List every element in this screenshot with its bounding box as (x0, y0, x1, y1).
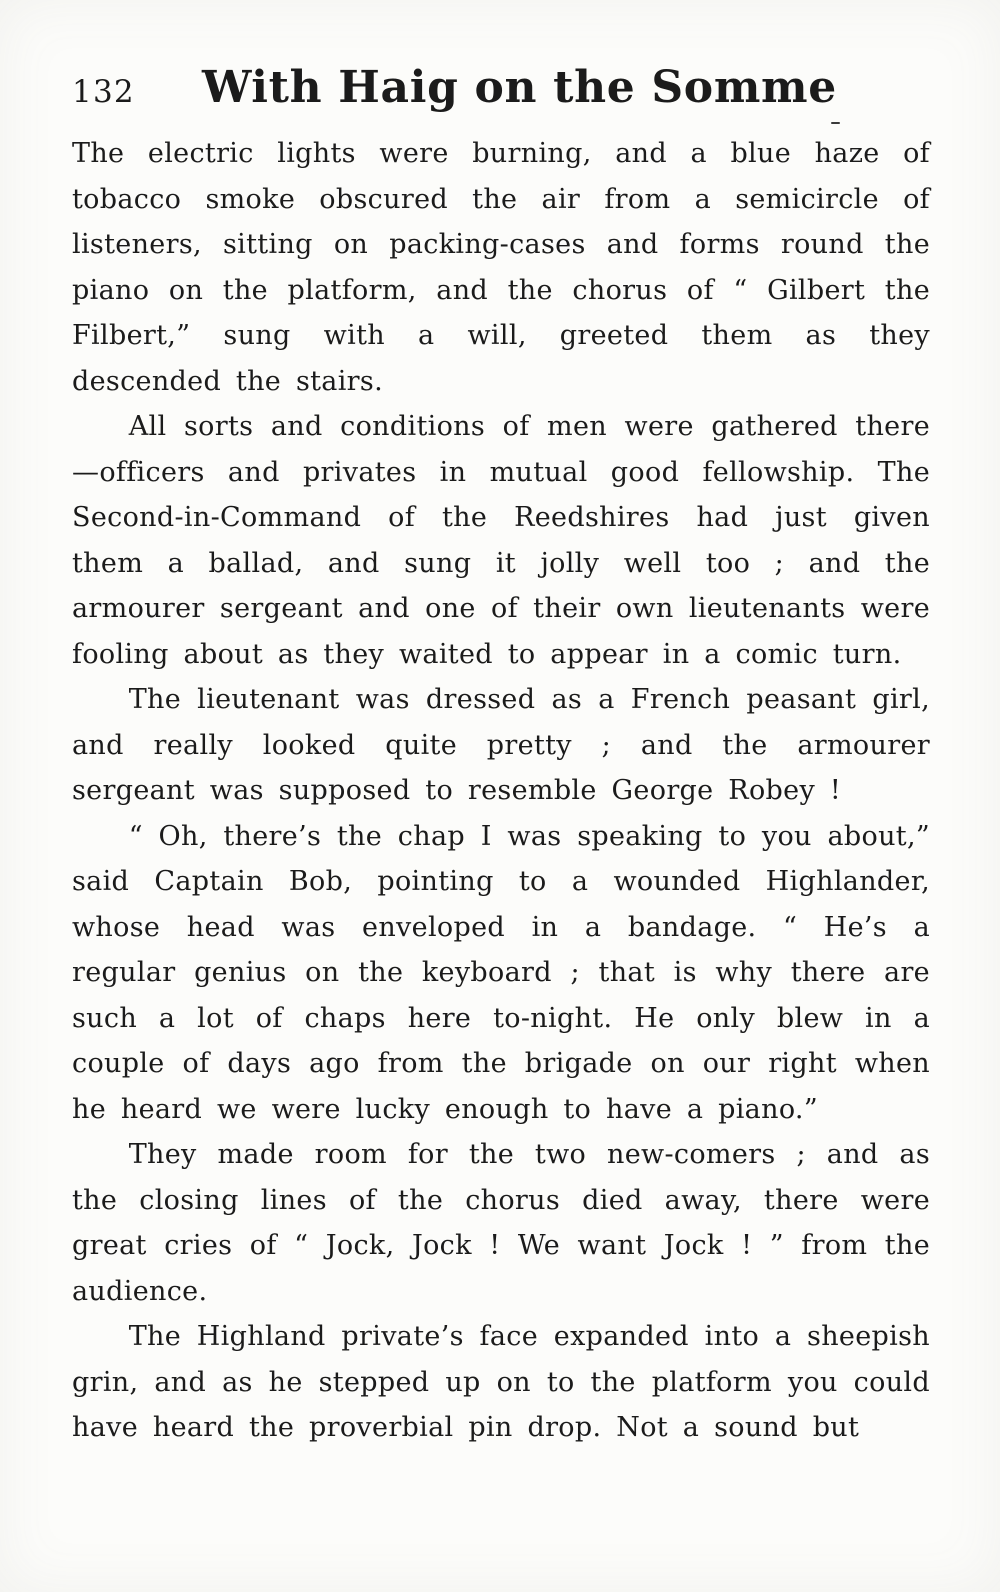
page-title: With Haig on the Somme (202, 62, 837, 113)
paragraph: The Highland private’s face expanded into a sheepish grin, and as he stepped up on to the platform you could have heard the proverbial pin drop. Not a sound but (72, 1321, 930, 1443)
paragraph: They made room for the two new-comers ; and as the closing lines of the chorus died away, there were great cries of “ Jock, Jock ! We want Jock ! ” from the audience. (72, 1139, 930, 1307)
page-body (72, 131, 930, 1451)
ink-mark (831, 122, 840, 124)
paragraph: All sorts and conditions of men were gathered there —officers and privates in mutual good fellowship. The Second-in-Command of the Reedshires had just given them a ballad, and sung it jolly well too ; and the armourer sergeant and one of their own lieutenants were fooling about as they waited to appear in a comic turn. (72, 411, 930, 670)
paragraph: “ Oh, there’s the chap I was speaking to you about,” said Captain Bob, pointing to a wounded Highlander, whose head was enveloped in a bandage. “ He’s a regular genius on the keyboard ; that is why there are such a lot of chaps here to-night. He only blew in a couple of days ago from the brigade on our right when he heard we were lucky enough to have a piano.” (72, 820, 930, 1125)
paragraph: The electric lights were burning, and a blue haze of tobacco smoke obscured the air from a semicircle of listeners, sitting on packing-cases and forms round the piano on the platform, and the chorus of “ Gilbert the Filbert,” sung with a will, greeted them as they descended the stairs. (72, 138, 930, 397)
page-number: 132 (72, 74, 135, 110)
paragraph: The lieutenant was dressed as a French peasant girl, and really looked quite pretty ; and the armourer sergeant was supposed to resemble George Robey ! (72, 684, 930, 806)
page-header (72, 62, 930, 113)
